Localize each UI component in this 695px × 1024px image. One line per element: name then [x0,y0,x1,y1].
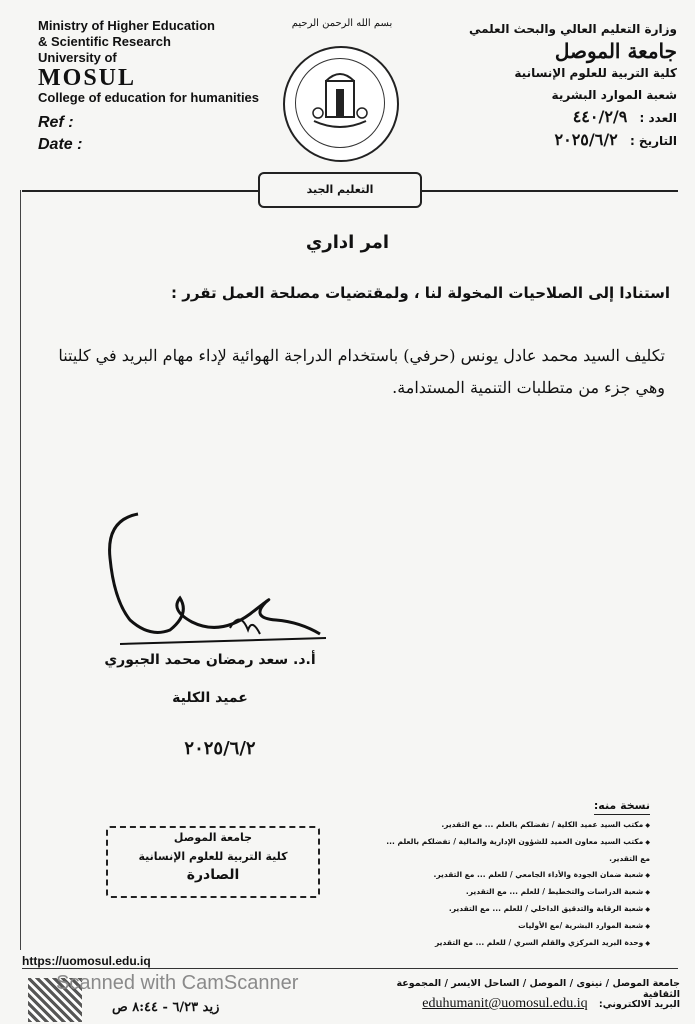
signatory-name: أ.د. سعد رمضان محمد الجبوري [104,652,316,668]
ref-label: Ref : [38,114,74,131]
signature-icon [100,510,330,660]
document-subtitle: استنادا إلى الصلاحيات المخولة لنا ، ولمقتضيات مصلحة العمل تقرر : [171,284,670,302]
copies-list [380,798,650,952]
scanner-watermark: Scanned with CamScanner [56,972,299,994]
date-label-ar: التاريخ : [629,134,677,148]
university-seal-icon [283,46,399,162]
email-label: البريد الالكتروني: [598,999,680,1010]
copy-item: ◆ مكتب السيد معاون العميد للشؤون الإدارية والمالية / تفضلكم بالعلم ... مع التقدير. [380,834,650,867]
header-english [38,18,259,156]
basmala: بسم الله الرحمن الرحيم [291,18,393,29]
ministry-name-en: Ministry of Higher Education [38,18,215,33]
stamp-line-college: كلية التربية للعلوم الإنسانية [138,850,288,863]
stamp-line-university: جامعة الموصل [173,831,253,844]
document-title: امر اداري [305,232,390,253]
header-arabic [447,18,677,152]
handwritten-note: زيد ٦/٢٣ - ٨:٤٤ ص [112,1000,220,1015]
university-name-ar: جامعة الموصل [554,39,677,63]
header-divider-right [420,190,678,192]
ministry-name-ar: وزارة التعليم العالي والبحث العلمي [468,22,677,36]
order-body: تكليف السيد محمد عادل يونس (حرفي) باستخدام الدراجة الهوائية لإداء مهام البريد في كليتنا وهي جزء من متطلبات التنمية المستدامة. [58,346,665,397]
date-value-ar: ٢٠٢٥/٦/٢ [554,130,618,149]
stamp-line-outgoing: الصادرة [186,867,240,883]
outgoing-stamp [106,826,320,898]
copy-item: ◆ شعبة الموارد البشرية /مع الأوليات [380,918,650,935]
copy-item: ◆ وحدة البريد المركزي والقلم السري / للعلم ... مع التقدير [380,935,650,952]
footer-divider [22,968,678,969]
copy-item: ◆ شعبة ضمان الجودة والأداء الجامعي / للعلم ... مع التقدير. [380,867,650,884]
university-of-label: University of [38,50,117,65]
university-name-en: MOSUL [38,65,137,91]
signature-date: ٢٠٢٥/٦/٢ [184,738,256,759]
date-row-ar [447,129,677,152]
footer-address: جامعة الموصل / نينوى / الموصل / الساحل الايسر / المجموعة الثقافية [396,978,680,1000]
college-name-ar: كلية التربية للعلوم الإنسانية [514,66,677,80]
date-label-en: Date : [38,136,83,153]
header-divider-left [22,190,258,192]
copies-header: نسخة منه: [594,798,650,815]
division-name-ar: شعبة الموارد البشرية [551,88,677,102]
college-name-en: College of education for humanities [38,90,260,105]
number-label: العدد : [639,111,677,125]
copy-item: ◆ شعبة الدراسات والتخطيط / للعلم ... مع التقدير. [380,884,650,901]
number-row [447,106,677,129]
footer-email-row [320,996,680,1012]
number-value: ٤٤٠/٢/٩ [572,107,628,126]
quality-education-banner: التعليم الجيد [258,172,422,208]
website-link[interactable]: https://uomosul.edu.iq [22,954,151,968]
copy-item: ◆ شعبة الرقابة والتدقيق الداخلي / للعلم ... مع التقدير. [380,901,650,918]
email-link[interactable]: eduhumanit@uomosul.edu.iq [422,996,588,1011]
research-name-en: & Scientific Research [38,34,171,49]
signatory-position: عميد الكلية [172,690,248,706]
left-margin-line [20,190,21,950]
copy-item: ◆ مكتب السيد عميد الكلية / تفضلكم بالعلم ... مع التقدير. [380,817,650,834]
